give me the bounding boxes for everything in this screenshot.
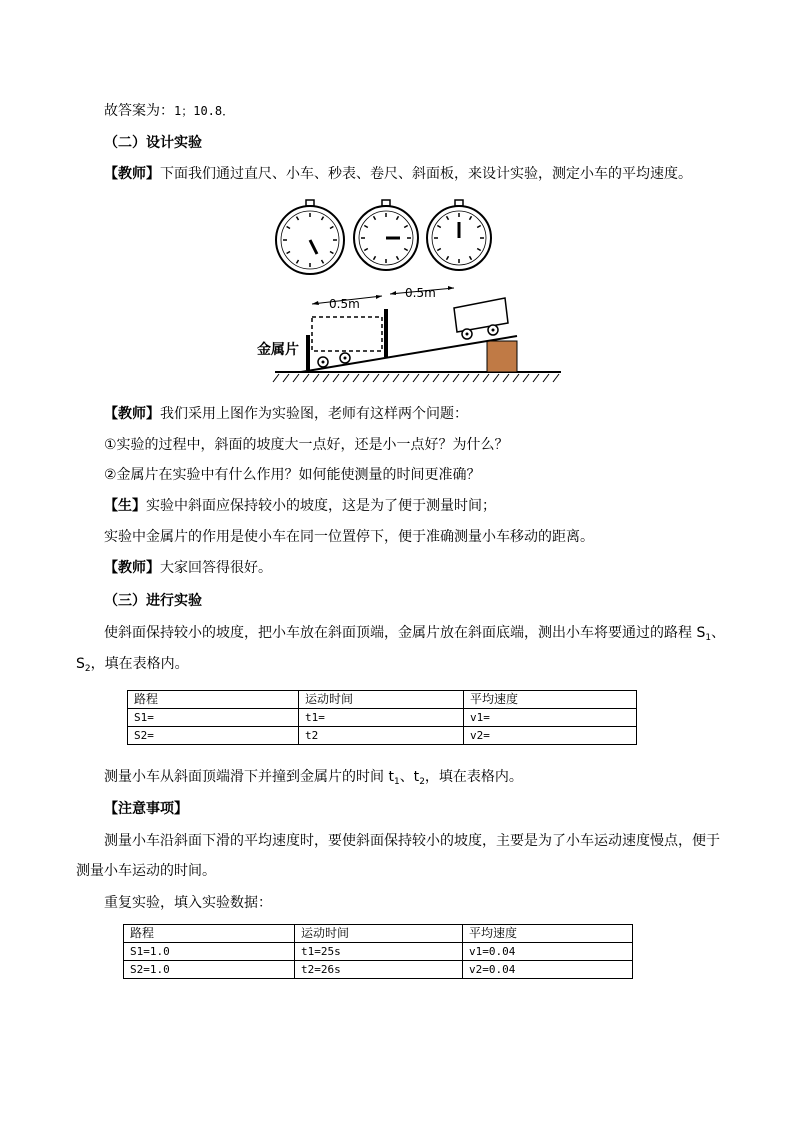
header-cell: 运动时间 xyxy=(295,925,463,943)
para2 xyxy=(104,767,523,792)
table-cell: S2= xyxy=(128,727,299,745)
teacher-paragraph-1 xyxy=(104,164,692,184)
table-row xyxy=(128,727,637,745)
para1-line1 xyxy=(104,623,725,648)
experiment-figure xyxy=(255,198,565,388)
para2-sep: 、t xyxy=(399,769,420,785)
cart-top xyxy=(454,298,508,339)
para2-rest: ，填在表格内。 xyxy=(424,769,523,785)
table-header-row xyxy=(128,691,637,709)
t2-subscript: 2 xyxy=(419,777,425,787)
table-cell: S1= xyxy=(128,709,299,727)
notes-heading: 【注意事项】 xyxy=(104,801,188,817)
para1-rest: ，填在表格内。 xyxy=(90,656,189,672)
ground xyxy=(273,372,561,382)
table-cell: v1=0.04 xyxy=(463,943,633,961)
dist-label-1: 0.5m xyxy=(329,297,360,311)
metal-plate-label: 金属片 xyxy=(257,342,299,358)
table-header-row xyxy=(124,925,633,943)
table-cell: S2=1.0 xyxy=(124,961,295,979)
para3-line2: 测量小车运动的时间。 xyxy=(76,863,216,879)
header-cell: 路程 xyxy=(128,691,299,709)
header-cell: 运动时间 xyxy=(299,691,464,709)
table-cell: t1=25s xyxy=(295,943,463,961)
s2-symbol: S xyxy=(76,656,85,672)
table-row xyxy=(128,709,637,727)
cart-dashed xyxy=(312,317,382,351)
teacher-tag: 【教师】 xyxy=(104,166,160,182)
s1-subscript: 1 xyxy=(705,633,712,643)
student-paragraph xyxy=(104,496,496,516)
table-2 xyxy=(123,924,633,979)
table-cell: t2=26s xyxy=(295,961,463,979)
section3-heading: （三）进行实验 xyxy=(104,593,202,609)
header-cell: 平均速度 xyxy=(464,691,637,709)
support-block xyxy=(487,341,517,372)
teacher-paragraph-3 xyxy=(104,558,272,578)
stopwatch-right xyxy=(427,200,491,270)
table-cell: v2= xyxy=(464,727,637,745)
t1-subscript: 1 xyxy=(393,777,400,787)
para1-text: 使斜面保持较小的坡度，把小车放在斜面顶端，金属片放在斜面底端，测出小车将要通过的路程 S xyxy=(104,625,706,641)
stopwatch-left xyxy=(276,200,344,274)
table-cell: S1=1.0 xyxy=(124,943,295,961)
para2-text: 测量小车从斜面顶端滑下并撞到金属片的时间 t xyxy=(104,769,394,785)
para4: 重复实验，填入实验数据： xyxy=(104,895,272,911)
table-row xyxy=(124,961,633,979)
answer-line xyxy=(104,101,234,121)
answer-prefix: 故答案为： xyxy=(104,103,174,119)
table-cell: v2=0.04 xyxy=(463,961,633,979)
teacher-paragraph-2 xyxy=(104,404,468,424)
table-cell: t2 xyxy=(299,727,464,745)
s2-subscript: 2 xyxy=(84,664,91,674)
teacher-text: 我们采用上图作为实验图，老师有这样两个问题： xyxy=(160,406,468,422)
teacher-text: 下面我们通过直尺、小车、秒表、卷尺、斜面板，来设计实验，测定小车的平均速度。 xyxy=(160,166,692,182)
question-2: ②金属片在实验中有什么作用？如何能使测量的时间更准确？ xyxy=(104,467,481,483)
teacher-text: 大家回答得很好。 xyxy=(160,560,272,576)
incline xyxy=(301,336,517,372)
student-tag: 【生】 xyxy=(104,498,146,514)
student-continuation: 实验中金属片的作用是使小车在同一位置停下，便于准确测量小车移动的距离。 xyxy=(104,529,594,545)
dist-label-2: 0.5m xyxy=(405,286,436,300)
section2-heading: （二）设计实验 xyxy=(104,135,202,151)
header-cell: 平均速度 xyxy=(463,925,633,943)
stopwatch-middle xyxy=(354,200,418,270)
question-1: ①实验的过程中，斜面的坡度大一点好，还是小一点好？为什么？ xyxy=(104,437,509,453)
table-row xyxy=(124,943,633,961)
teacher-tag: 【教师】 xyxy=(104,406,160,422)
header-cell: 路程 xyxy=(124,925,295,943)
table-cell: t1= xyxy=(299,709,464,727)
table-cell: v1= xyxy=(464,709,637,727)
teacher-tag: 【教师】 xyxy=(104,560,160,576)
table-1 xyxy=(127,690,637,745)
para1-sep: 、 xyxy=(711,625,726,641)
answer-value: 1；10.8． xyxy=(174,104,235,118)
student-text: 实验中斜面应保持较小的坡度，这是为了便于测量时间； xyxy=(146,498,496,514)
para3-line1: 测量小车沿斜面下滑的平均速度时，要使斜面保持较小的坡度，主要是为了小车运动速度慢点，便于 xyxy=(104,833,720,849)
para1-line2 xyxy=(76,654,189,679)
